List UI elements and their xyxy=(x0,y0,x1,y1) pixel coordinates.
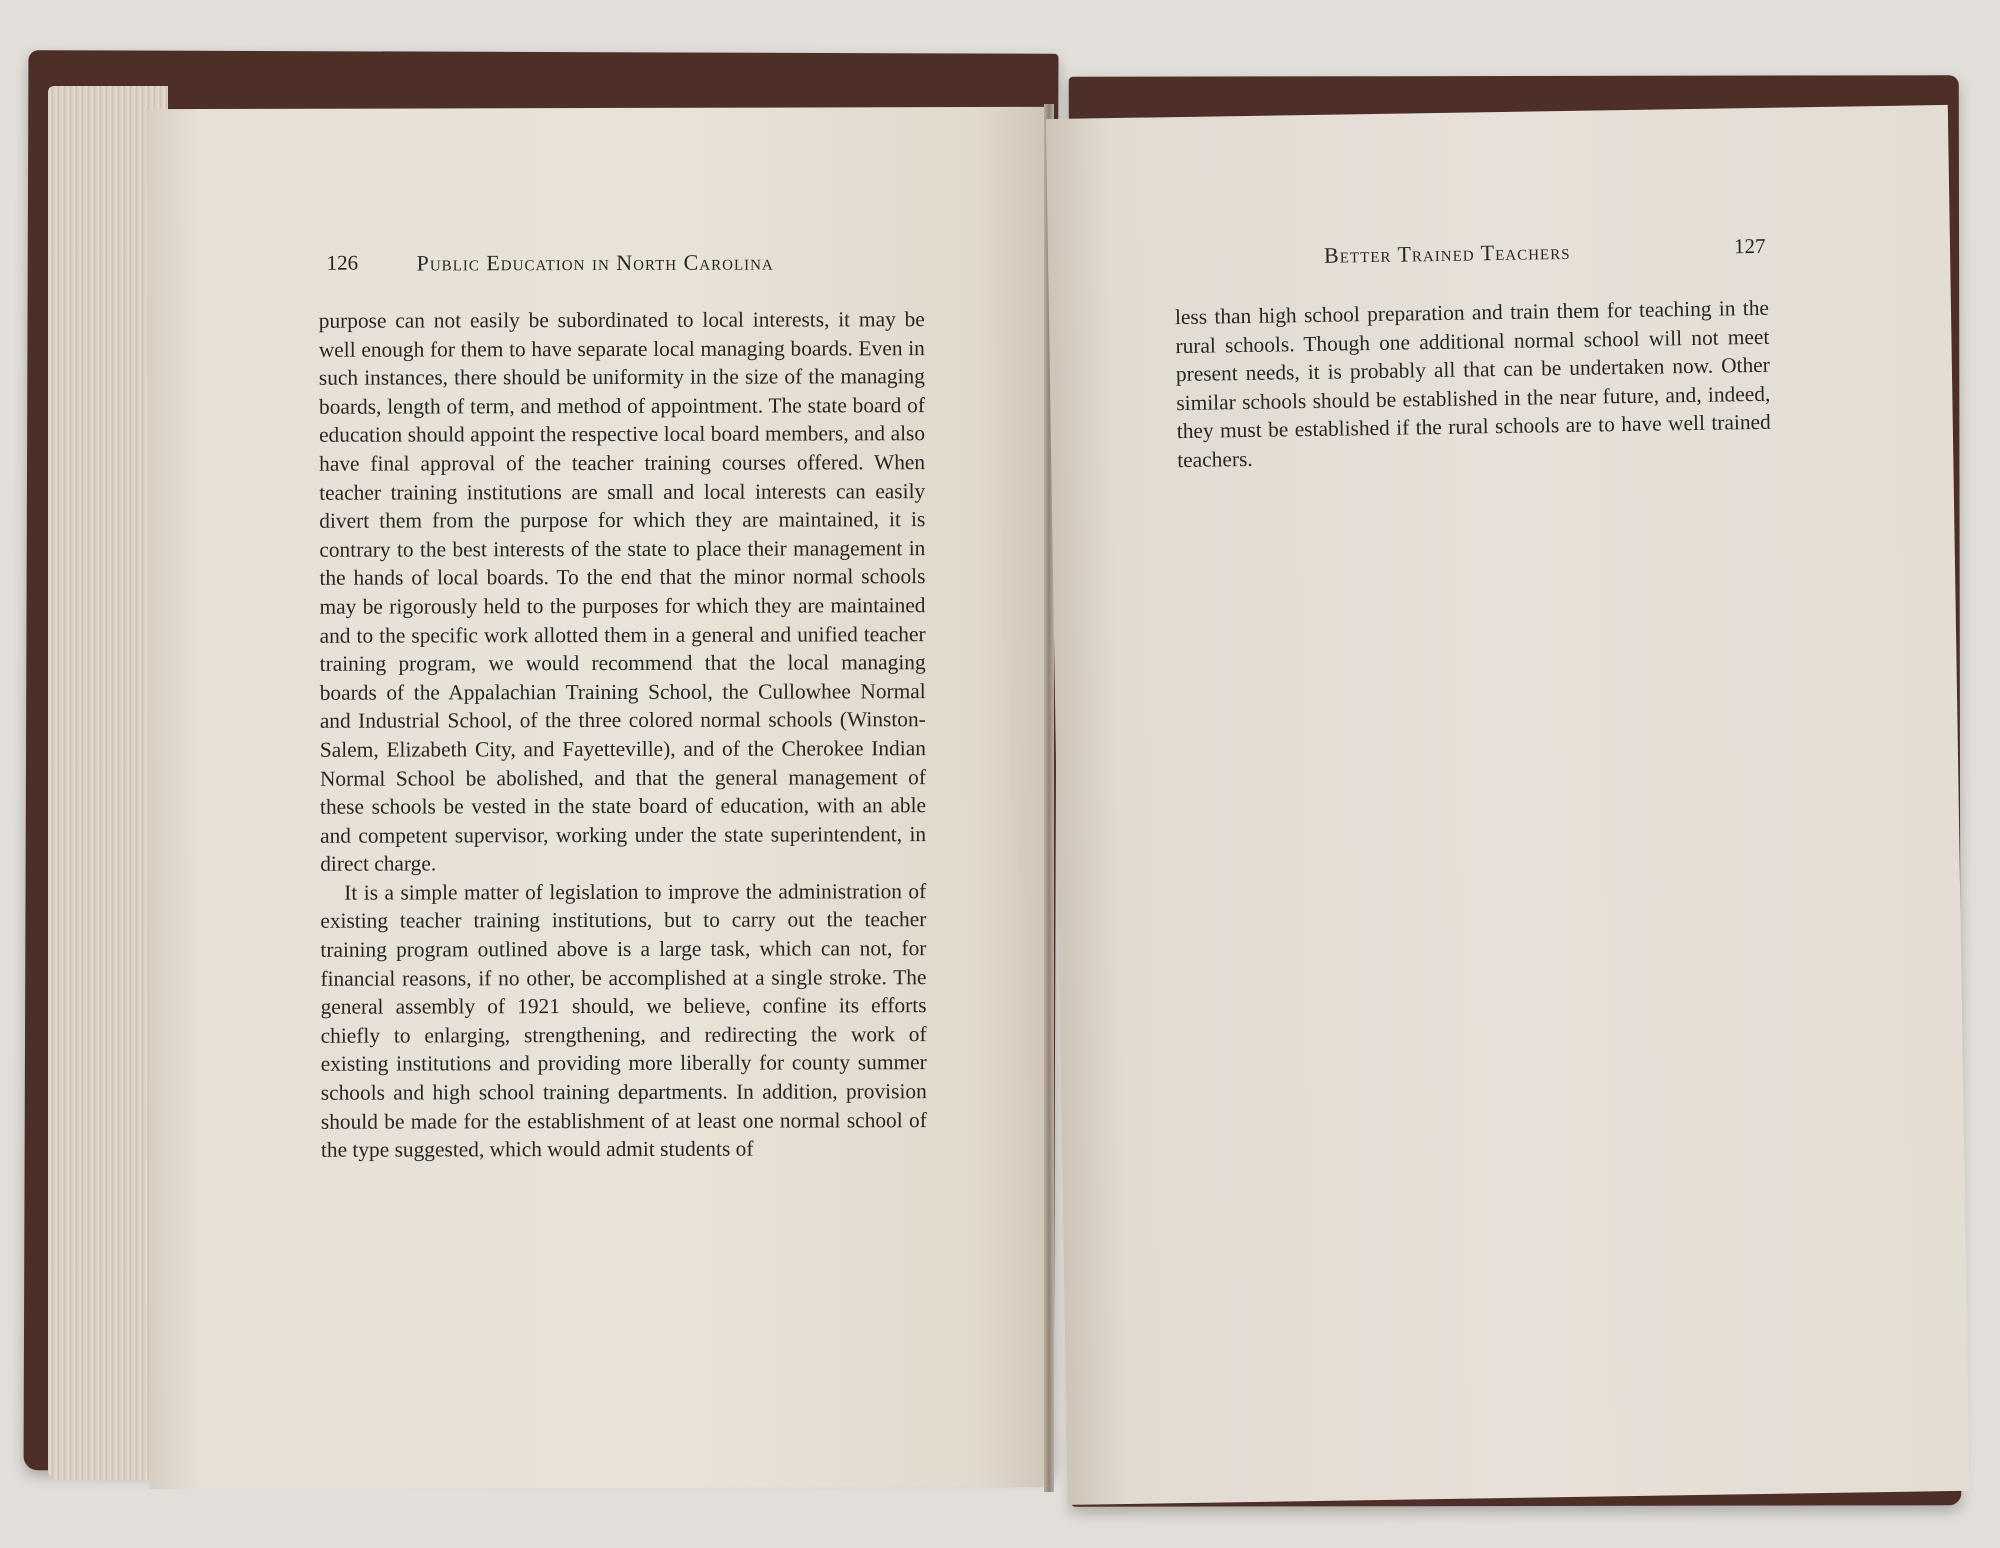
page-number-left: 126 xyxy=(326,250,359,275)
paragraph: It is a simple matter of legislation to improve the administration of existing teacher training institutions, but to carry out the teacher training program outlined above is a large task, which can not, for financial reasons, if no other, be accomplished at a single stroke. The general assembly of 1921 should, we believe, confine its efforts chiefly to enlarging, strengthening, and redirecting the work of existing institutions and providing more liberally for county summer schools and high school training departments. In addition, provision should be made for the establishment of at least one normal school of the type suggested, which would admit students of xyxy=(320,879,927,1162)
paragraph: less than high school preparation and train them for teaching in the rural schools. Though one additional normal school will not meet present needs, it is probably all that can be undertaken now. Other similar schools should be established in the near future, and, indeed, they must be established if the rural schools are to have well trained teachers. xyxy=(1174,295,1771,473)
page-number-right: 127 xyxy=(1733,233,1766,259)
right-page xyxy=(1046,105,1970,1505)
right-page-body xyxy=(1175,294,1772,475)
running-head-left: Public Education in North Carolina xyxy=(416,249,774,276)
paragraph: purpose can not easily be subordinated to local interests, it may be well enough for them to have separate local managing boards. Even in such instances, there should be uniformity in the size of the managing boards, length of term, and method of appointment. The state board of education should appoint the respective local board members, and also have final approval of the teacher training courses offered. When teacher training institutions are small and local interests can easily divert them from the purpose for which they are maintained, it is contrary to the best interests of the state to place their management in the hands of local boards. To the end that the minor normal schools may be rigorously held to the purposes for which they are maintained and to the specific work allotted them in a general and unified teacher training program, we would recommend that the local managing boards of the Appalachian Training School, the Cullowhee Normal and Industrial School, of the three colored normal schools (Winston-Salem, Elizabeth City, and Fayetteville), and of the Cherokee Indian Normal School be abolished, and that the general management of these schools be vested in the state board of education, with an able and competent supervisor, working under the state superintendent, in direct charge. xyxy=(318,307,927,877)
left-page xyxy=(146,107,1050,1489)
running-head-right: Better Trained Teachers xyxy=(1323,238,1571,268)
left-page-body xyxy=(319,305,927,1164)
